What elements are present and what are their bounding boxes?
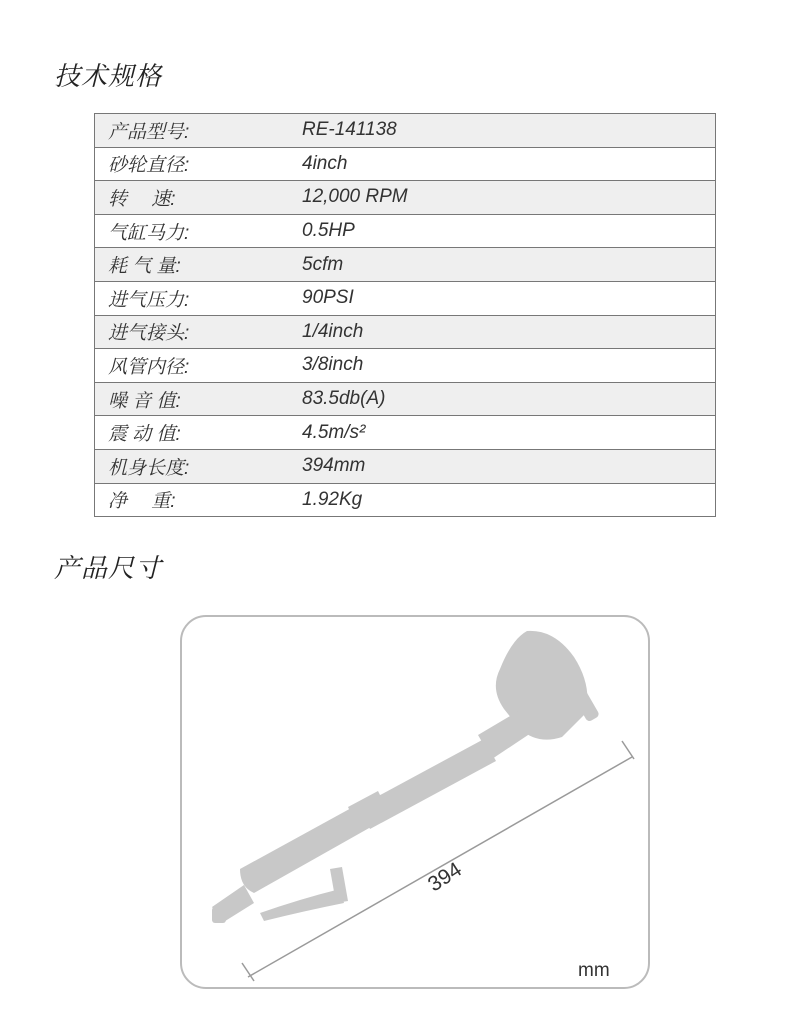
spec-value: 83.5db(A) — [284, 382, 716, 416]
spec-table — [94, 113, 716, 517]
spec-value: 0.5HP — [284, 214, 716, 248]
spec-value: 394mm — [284, 449, 716, 483]
spec-value: RE-141138 — [284, 114, 716, 148]
spec-label: 转 速: — [95, 181, 285, 215]
spec-value: 12,000 RPM — [284, 181, 716, 215]
spec-label: 进气接头: — [95, 315, 285, 349]
spec-row — [95, 214, 716, 248]
spec-value: 90PSI — [284, 281, 716, 315]
spec-label: 进气压力: — [95, 281, 285, 315]
spec-label: 噪 音 值: — [95, 382, 285, 416]
spec-section-title: 技术规格 — [54, 61, 163, 91]
angle-grinder-silhouette — [212, 631, 600, 923]
dimension-figure — [180, 615, 650, 989]
spec-label: 净 重: — [95, 483, 285, 517]
spec-label: 机身长度: — [95, 449, 285, 483]
spec-label: 产品型号: — [95, 114, 285, 148]
spec-row — [95, 147, 716, 181]
unit-label: mm — [578, 960, 610, 981]
spec-value: 4.5m/s² — [284, 416, 716, 450]
dimension-section-title: 产品尺寸 — [54, 553, 163, 583]
spec-label: 气缸马力: — [95, 214, 285, 248]
spec-label: 震 动 值: — [95, 416, 285, 450]
tool-silhouette-figure — [182, 617, 652, 991]
spec-row — [95, 483, 716, 517]
spec-row — [95, 416, 716, 450]
spec-value: 4inch — [284, 147, 716, 181]
spec-row — [95, 382, 716, 416]
spec-row — [95, 248, 716, 282]
spec-row — [95, 114, 716, 148]
spec-row — [95, 349, 716, 383]
spec-label: 风管内径: — [95, 349, 285, 383]
spec-value: 1/4inch — [284, 315, 716, 349]
spec-row — [95, 449, 716, 483]
spec-row — [95, 181, 716, 215]
spec-label: 耗 气 量: — [95, 248, 285, 282]
spec-value: 3/8inch — [284, 349, 716, 383]
spec-value: 1.92Kg — [284, 483, 716, 517]
dimension-value: 394 — [424, 857, 466, 897]
spec-value: 5cfm — [284, 248, 716, 282]
spec-label: 砂轮直径: — [95, 147, 285, 181]
spec-row — [95, 315, 716, 349]
spec-row — [95, 281, 716, 315]
